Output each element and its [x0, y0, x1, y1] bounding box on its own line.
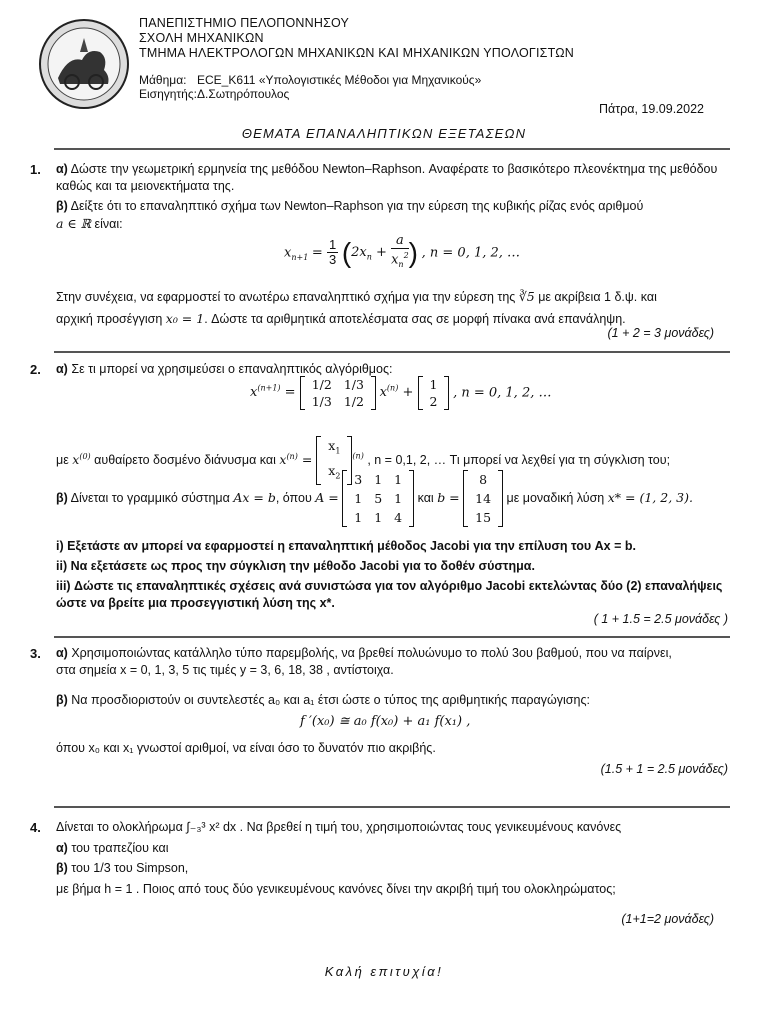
question-1b-text-end: είναι: — [94, 217, 123, 231]
course-label: Μάθημα: — [139, 73, 187, 87]
question-1-continuation — [56, 286, 736, 330]
exam-date: Πάτρα, 19.09.2022 — [598, 102, 704, 116]
question-3a-text: Χρησιμοποιώντας κατάλληλο τύπο παρεμβολής, να βρεθεί πολυώνυμο το πολύ 3ου βαθμού, που να παίρνει, — [71, 646, 672, 660]
newton-raphson-formula: $x_{n+1}$ = $\frac{1}{3}$ ($2x_n$ + $\frac{a}{x_n^2}$ ) , n = 0, 1, 2, … — [284, 233, 521, 269]
part-label: α) — [56, 162, 68, 176]
line-text: με — [56, 452, 69, 467]
lecturer-label: Εισηγητής: — [139, 87, 197, 101]
part-label: β) — [56, 693, 68, 707]
question-4a — [56, 840, 169, 857]
differentiation-formula: f ′(x₀) ≅ a₀ f(x₀) + a₁ f(x₁) , — [300, 714, 471, 729]
line-text: αυθαίρετο δοσμένο διάνυσμα και — [94, 452, 276, 467]
formula-range: , n = 0, 1, 2, … — [421, 245, 521, 261]
line-text: , όπου — [275, 490, 312, 505]
department-name: ΤΜΗΜΑ ΗΛΕΚΤΡΟΛΟΓΩΝ ΜΗΧΑΝΙΚΩΝ ΚΑΙ ΜΗΧΑΝΙΚΩΝ ΥΠΟΛΟΓΙΣΤΩΝ — [139, 46, 574, 60]
question-2b-iii: iii) Δώστε τις επαναληπτικές σχέσεις ανά συνιστώσα για τον αλγόριθμο Jacobi εκτελώντας δύο (2) επαναλήψεις ώστε να βρείτε μια προσεγγιστική λύση της x*. — [56, 579, 723, 610]
iteration-vector: 1 2 — [418, 376, 450, 410]
divider — [54, 351, 730, 353]
question-3-score: (1.5 + 1 = 2.5 μονάδες) — [600, 762, 728, 776]
university-seal-logo — [38, 18, 130, 110]
matrix-A: 3 1 1 1 5 1 1 1 4 — [342, 470, 414, 527]
divider — [54, 636, 730, 638]
question-4-text2: με βήμα h = 1 . Ποιος από τους δύο γενικευμένους κανόνες δίνει την ακριβή τιμή του ολοκληρώματος; — [56, 882, 616, 896]
question-4b — [56, 860, 188, 877]
question-2-number: 2. — [30, 362, 41, 377]
iteration-matrix: 1/2 1/3 1/3 1/2 — [300, 376, 376, 410]
line-text: Δίνεται το γραμμικό σύστημα — [70, 490, 230, 505]
part-label: β) — [56, 199, 68, 213]
divider — [54, 806, 730, 808]
question-3a-text: στα σημεία x = 0, 1, 3, 5 τις τιμές y = 3, 6, 18, 38 , αντίστοιχα. — [56, 663, 394, 677]
question-2a-line2: με $x^{(0)}$ αυθαίρετο δοσμένο διάνυσμα και $x^{(n)}$ = $x_1$ $x_2$ $^{(n)}$ , n = 0,1, 2, … Τι μπορεί να λεχθεί για τη σύγκλιση του; — [56, 436, 670, 485]
iteration-range: , n = 0, 1, 2, … — [453, 385, 552, 401]
course-meta — [139, 73, 481, 101]
question-4-text: Δίνεται το ολοκλήρωμα ∫₋₃³ x² dx . Να βρεθεί η τιμή του, χρησιμοποιώντας τους γενικευμένους κανόνες — [56, 820, 622, 834]
question-1b — [56, 198, 736, 233]
part-label: α) — [56, 646, 68, 660]
question-4b-text: του 1/3 του Simpson, — [71, 861, 189, 875]
question-4a-text: του τραπεζίου και — [71, 841, 169, 855]
formula-lhs: x — [284, 245, 292, 261]
real-number-expression: a ∈ ℝ — [56, 216, 92, 231]
university-name: ΠΑΝΕΠΙΣΤΗΜΙΟ ΠΕΛΟΠΟΝΝΗΣΟΥ — [139, 16, 350, 30]
good-luck-message: Καλή επιτυχία! — [324, 964, 444, 979]
part-label: α) — [56, 362, 68, 376]
question-1-score: (1 + 2 = 3 μονάδες) — [607, 326, 714, 340]
exam-title: ΘΕΜΑΤΑ ΕΠΑΝΑΛΗΠΤΙΚΩΝ ΕΞΕΤΑΣΕΩΝ — [241, 126, 527, 141]
system-expression: Ax = b — [233, 489, 276, 505]
line-text: , n = 0,1, 2, … Τι μπορεί να λεχθεί για τη σύγκλιση του; — [367, 452, 671, 467]
line-text: και — [417, 490, 434, 505]
question-2b-ii: ii) Να εξετάσετε ως προς την σύγκλιση την μέθοδο Jacobi για το δοθέν σύστημα. — [56, 559, 535, 573]
question-2b: β) Δίνεται το γραμμικό σύστημα Ax = b, όπου A = 3 1 1 1 5 1 1 1 4 και b = 8 14 15 με μοναδική λύση x* = (1, 2, 3). — [56, 472, 693, 525]
question-4-number: 4. — [30, 820, 41, 835]
continuation-text: με ακρίβεια 1 δ.ψ. και — [538, 290, 657, 304]
question-1b-text: Δείξτε ότι το επαναληπτικό σχήμα των Newton–Raphson για την εύρεση της κυβικής ρίζας ενός αριθμού — [70, 199, 644, 213]
question-3b-text: Να προσδιοριστούν οι συντελεστές a₀ και a₁ έτσι ώστε ο τύπος της αριθμητικής παραγώγισης: — [71, 693, 590, 707]
vector-b: 8 14 15 — [463, 470, 503, 527]
question-3b — [56, 692, 746, 709]
part-label: β) — [56, 861, 68, 875]
continuation-text: Στην συνέχεια, να εφαρμοστεί το ανωτέρω επαναληπτικό σχήμα για την εύρεση της — [56, 290, 516, 304]
course-value: ECE_Κ611 «Υπολογιστικές Μέθοδοι για Μηχανικούς» — [197, 73, 482, 87]
iteration-formula: $x^{(n+1)}$ = 1/2 1/3 1/3 1/2 $x^{(n)}$ + 1 2 , n = 0, 1, 2, … — [250, 377, 552, 409]
lecturer-value: Δ.Σωτηρόπουλος — [197, 87, 290, 101]
school-name: ΣΧΟΛΗ ΜΗΧΑΝΙΚΩΝ — [139, 31, 264, 45]
question-4-score: (1+1=2 μονάδες) — [621, 912, 714, 926]
question-1a-text: Δώστε την γεωμετρική ερμηνεία της μεθόδου Newton–Raphson. Αναφέρατε το βασικότερο πλεονέκτημα της μεθόδου καθώς και τα μειονεκτήματα της. — [56, 162, 718, 193]
question-1a — [56, 161, 736, 195]
unique-solution: x* = (1, 2, 3). — [607, 489, 693, 505]
divider — [54, 148, 730, 150]
continuation-text: αρχική προσέγγιση — [56, 312, 163, 326]
initial-guess: x₀ = 1 — [165, 311, 205, 326]
cube-root-5: ∛5 — [518, 289, 535, 304]
part-label: α) — [56, 841, 68, 855]
part-label: β) — [56, 490, 68, 505]
formula-subscript: n+1 — [291, 253, 309, 262]
line-text: με μοναδική λύση — [506, 490, 605, 505]
question-2b-i: i) Εξετάστε αν μπορεί να εφαρμοστεί η επαναληπτική μέθοδος Jacobi για την επίλυση του Ax = b. — [56, 539, 636, 553]
question-3b-text2: όπου x₀ και x₁ γνωστοί αριθμοί, να είναι όσο το δυνατόν πιο ακριβής. — [56, 741, 436, 755]
institution-header — [139, 16, 574, 61]
question-3a — [56, 645, 746, 679]
question-1-number: 1. — [30, 162, 41, 177]
continuation-text: . Δώστε τα αριθμητικά αποτελέσματα σας σε μορφή πίνακα ανά επανάληψη. — [204, 312, 626, 326]
question-2a-text: Σε τι μπορεί να χρησιμεύσει ο επαναληπτικός αλγόριθμος: — [71, 362, 393, 376]
question-2-score: ( 1 + 1.5 = 2.5 μονάδες ) — [593, 612, 728, 626]
question-3-number: 3. — [30, 646, 41, 661]
